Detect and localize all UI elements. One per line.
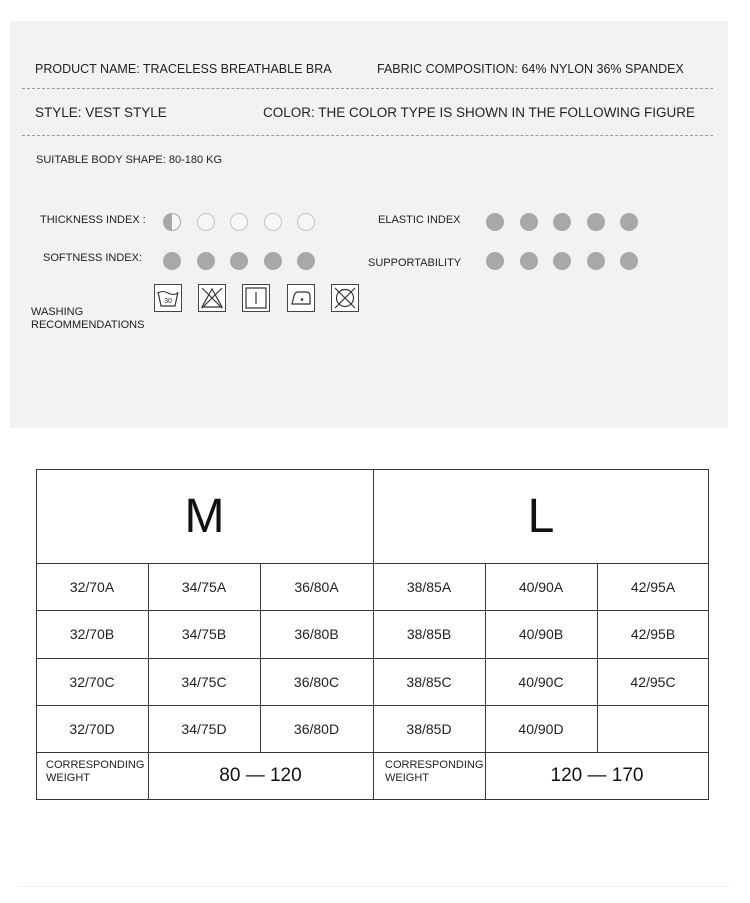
size-cell: 36/80B [294,626,339,642]
size-cell: 36/80A [294,578,339,595]
divider [22,88,713,89]
low-iron-icon [287,284,315,312]
size-cell: 36/80C [293,673,340,690]
rating-dot [620,252,638,270]
size-l-header: L [527,489,555,543]
size-cell: 42/95C [630,673,676,690]
weight-label-l [385,759,483,785]
no-dry-clean-icon [331,284,359,312]
washing-label-line1: WASHING [31,306,84,318]
weight-label-line2: WEIGHT [46,772,90,784]
size-m-header: M [184,489,225,543]
size-cell: 42/95A [630,578,676,595]
supportability-index-label: SUPPORTABILITY [368,257,462,269]
size-cell: 38/85C [406,673,452,690]
size-cell: 32/70B [69,626,115,642]
size-cell: 32/70A [69,578,115,595]
wash-temp-text: 30 [164,298,172,305]
size-cell: 34/75C [181,673,227,690]
color-text: COLOR: THE COLOR TYPE IS SHOWN IN THE FOLLOWING FIGURE [263,105,696,120]
size-cell: 38/85B [406,626,452,642]
rating-dot [163,252,181,270]
rating-dot [163,213,181,231]
wash-30-icon [154,284,182,312]
rating-dot [230,213,248,231]
rating-dot [520,252,538,270]
size-cell: 40/90D [518,720,564,737]
style-text: STYLE: VEST STYLE [35,105,167,120]
size-cell: 32/70C [69,673,115,690]
rating-dot [486,252,504,270]
size-cell: 40/90C [518,673,564,690]
divider [22,135,713,136]
washing-label-line2: RECOMMENDATIONS [31,319,145,331]
size-cell [597,705,709,752]
size-cell: 38/85D [406,720,452,737]
elastic-index-label: ELASTIC INDEX [378,214,461,226]
fabric-composition: FABRIC COMPOSITION: 64% NYLON 36% SPANDEX [377,62,684,76]
size-cell: 34/75A [181,578,227,595]
weight-label-line1: CORRESPONDING [385,759,484,771]
thickness-index-label: THICKNESS INDEX : [40,214,146,226]
rating-dot [197,213,215,231]
weight-label-m [46,759,144,785]
size-table [36,469,709,800]
rating-dot [297,213,315,231]
tumble-dry-icon [242,284,270,312]
weight-label-line1: CORRESPONDING [46,759,145,771]
size-cell: 34/75B [181,626,227,642]
rating-dot [620,213,638,231]
size-cell: 32/70D [69,720,115,737]
size-cell: 42/95B [630,626,676,642]
size-cell: 34/75D [181,720,227,737]
rating-dot [520,213,538,231]
rating-dot [230,252,248,270]
weight-value-m: 80 — 120 [219,764,302,786]
rating-dot [587,213,605,231]
softness-index-label: SOFTNESS INDEX: [43,252,143,264]
rating-dot [553,252,571,270]
rating-dot [587,252,605,270]
size-cell: 36/80D [293,720,340,737]
weight-value-l: 120 — 170 [550,764,644,786]
rating-dot [297,252,315,270]
size-cell: 40/90B [518,626,564,642]
rating-dot [553,213,571,231]
size-cell: 40/90A [518,578,564,595]
product-name: PRODUCT NAME: TRACELESS BREATHABLE BRA [35,62,332,76]
no-bleach-icon [198,284,226,312]
rating-dot [197,252,215,270]
size-cell: 38/85A [406,578,452,595]
rating-dot [264,252,282,270]
rating-dot [486,213,504,231]
rating-dot [264,213,282,231]
body-shape-text: SUITABLE BODY SHAPE: 80-180 KG [36,154,223,166]
washing-label [31,306,144,332]
footer-divider [18,886,730,887]
weight-label-line2: WEIGHT [385,772,429,784]
